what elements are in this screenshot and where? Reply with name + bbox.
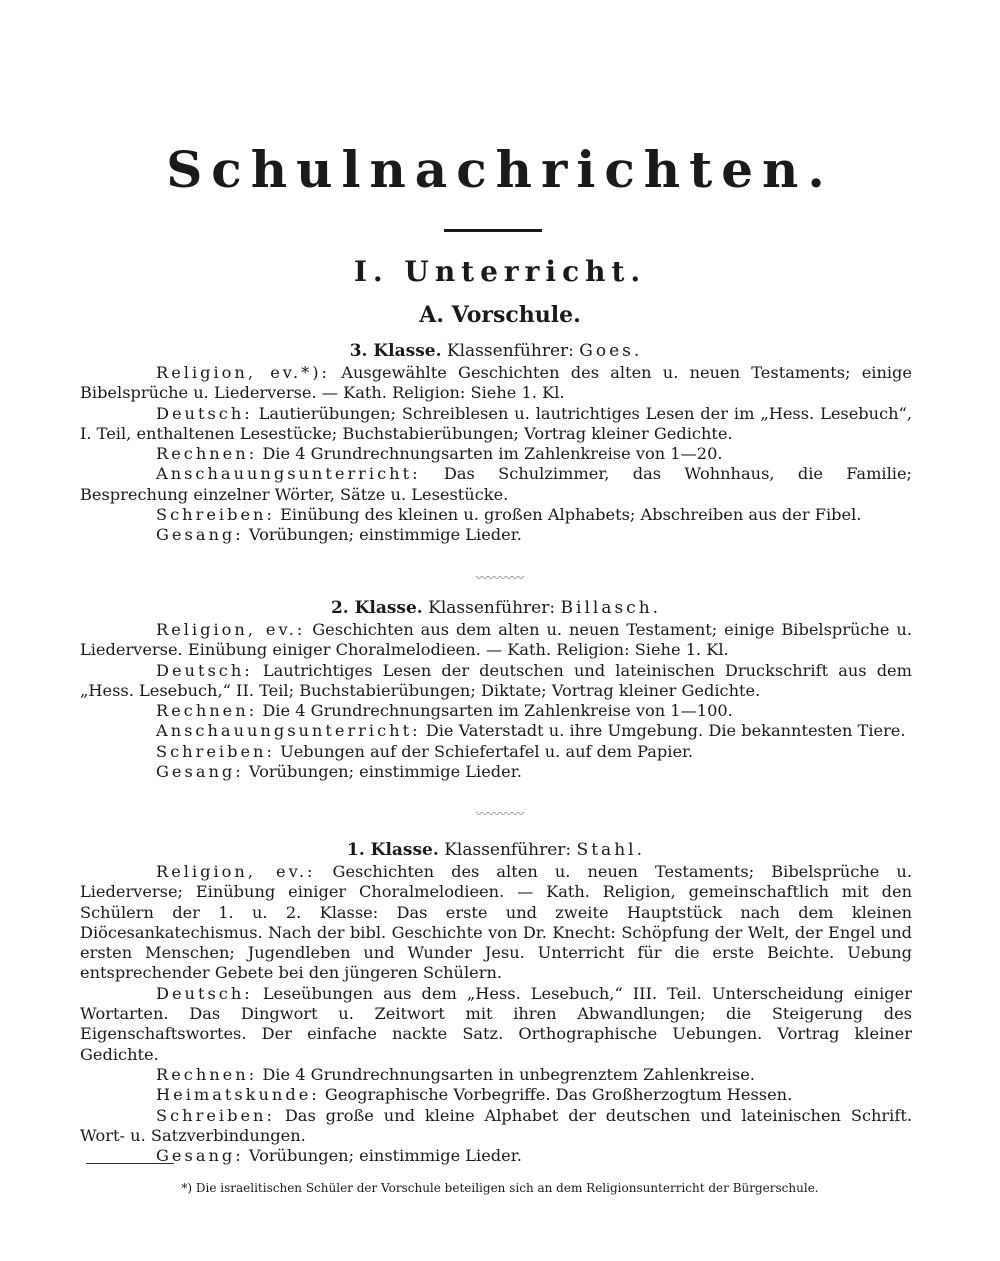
subject-text: Die Vaterstadt u. ihre Umgebung. Die bekanntesten Tiere. [425,721,906,741]
subject-text: Uebungen auf der Schiefertafel u. auf dem Papier. [280,741,694,761]
subject-label: Anschauungsunterricht: [156,721,421,741]
subject-text: Das Schulzimmer, das Wohnhaus, die Familie; Besprechung einzelner Wörter, Sätze u. Lesestücke. [80,464,912,504]
subject-label: Anschauungsunterricht: [156,464,421,484]
subject-paragraph [80,363,912,404]
footnote: *) Die israelitischen Schüler der Vorschule beteiligen sich an dem Religionsunterricht der Bürgerschule. [181,1181,819,1195]
subject-label: Schreiben: [156,741,275,761]
subject-paragraph [80,525,912,545]
class-section-3 [80,341,912,546]
page-title: Schulnachrichten. [166,140,834,199]
subject-text: Geschichten aus dem alten u. neuen Testament; einige Bibelsprüche u. Liederverse. Einübung einiger Choralmelodieen. — Kath. Religion: Siehe 1. Kl. [80,620,912,660]
subject-paragraph [80,464,912,505]
subject-text: Die 4 Grundrechnungsarten in unbegrenztem Zahlenkreise. [262,1064,755,1084]
subject-label: Schreiben: [156,505,275,525]
class-section-2 [80,598,912,782]
subject-text: Lautierübungen; Schreiblesen u. lautrichtiges Lesen der im „Hess. Lesebuch“, I. Teil, enthaltenen Lesestücke; Buchstabierübungen; Vortrag kleiner Gedichte. [80,403,913,443]
subject-paragraph [80,1065,912,1085]
section-divider-ornament: 〰〰〰〰 [475,571,524,585]
subject-paragraph [80,1106,912,1147]
class-name: 3. Klasse. [349,341,442,361]
subject-paragraph [80,742,912,762]
subject-label: Schreiben: [156,1105,275,1125]
subject-paragraph [80,1146,912,1166]
subject-text: Die 4 Grundrechnungsarten im Zahlenkreise von 1—100. [262,701,733,721]
subject-label: Heimatskunde: [156,1085,320,1105]
class-name: 2. Klasse. [330,598,423,618]
subject-label: Rechnen: [156,444,258,464]
subject-text: Geographische Vorbegriffe. Das Großherzogtum Hessen. [324,1085,793,1105]
subject-text: Geschichten des alten u. neuen Testaments; Bibelsprüche u. Liederverse; Einübung einiger Choralmelodieen. — Kath. Religion, gemeinschaftlich mit den Schülern der 1. u. 2. Klasse: Das erste und zweite Hauptstück nach dem kleinen Diöcesankatechismus. Nach der bibl. Geschichte von Dr. Knecht: Schöpfung der Welt, der Engel und ersten Menschen; Jugendleben und Wunder Jesu. Unterricht für die erste Beichte. Uebung entsprechender Gebete bei den jüngeren Schülern. [80,862,912,983]
subject-label: Deutsch: [156,403,253,423]
subject-label: Gesang: [156,1146,244,1166]
class-section-1 [80,840,912,1166]
class-name: 1. Klasse. [347,840,439,860]
subject-label: Deutsch: [156,983,253,1003]
subject-text: Ausgewählte Geschichten des alten u. neuen Testaments; einige Bibelsprüche u. Liederverse. — Kath. Religion: Siehe 1. Kl. [80,363,913,403]
subject-paragraph [80,721,912,741]
subject-paragraph [80,1085,912,1105]
subject-paragraph [80,701,912,721]
class-heading [80,840,912,861]
footnote-rule [86,1163,174,1164]
subject-text: Vorübungen; einstimmige Lieder. [248,762,522,782]
subject-paragraph [80,984,912,1065]
title-rule [444,229,542,232]
subject-text: Lautrichtiges Lesen der deutschen und lateinischen Druckschrift aus dem „Hess. Lesebuch,“ II. Teil; Buchstabierübungen; Diktate; Vortrag kleiner Gedichte. [80,660,912,700]
teacher-label: Klassenführer: [428,598,556,618]
subject-label: Rechnen: [156,701,258,721]
subject-paragraph [80,762,912,782]
subject-text: Das große und kleine Alphabet der deutschen und lateinischen Schrift. Wort- u. Satzverbindungen. [80,1105,912,1145]
subject-text: Leseübungen aus dem „Hess. Lesebuch,“ III. Teil. Unterscheidung einiger Wortarten. Das Dingwort u. Zeitwort mit ihren Abwandlungen; die Steigerung des Eigenschaftswortes. Der einfache nackte Satz. Orthographische Uebungen. Vortrag kleiner Gedichte. [80,983,912,1064]
section-divider-ornament: 〰〰〰〰 [475,807,524,821]
subject-label: Religion, ev.: [156,620,306,639]
subject-label: Religion, ev.*): [156,363,331,382]
subject-label: Rechnen: [156,1064,258,1084]
subject-text: Vorübungen; einstimmige Lieder. [248,525,522,545]
subject-paragraph [80,862,912,984]
teacher-label: Klassenführer: [446,341,574,361]
part-heading: I. Unterricht. [353,255,647,288]
class-heading [80,341,912,362]
subject-paragraph [80,404,912,445]
subject-text: Einübung des kleinen u. großen Alphabets; Abschreiben aus der Fibel. [280,505,862,525]
teacher-name: Goes. [579,341,643,361]
subject-label: Deutsch: [156,660,253,680]
teacher-label: Klassenführer: [444,840,572,860]
subject-text: Die 4 Grundrechnungsarten im Zahlenkreise von 1—20. [262,444,723,464]
subject-label: Gesang: [156,525,244,545]
teacher-name: Billasch. [560,598,662,618]
subject-paragraph [80,505,912,525]
division-heading: A. Vorschule. [419,302,581,328]
subject-paragraph [80,444,912,464]
teacher-name: Stahl. [576,840,645,860]
subject-paragraph [80,620,912,661]
class-heading [80,598,912,619]
subject-label: Religion, ev.: [156,862,316,881]
subject-paragraph [80,661,912,702]
subject-text: Vorübungen; einstimmige Lieder. [248,1146,522,1166]
subject-label: Gesang: [156,762,244,782]
